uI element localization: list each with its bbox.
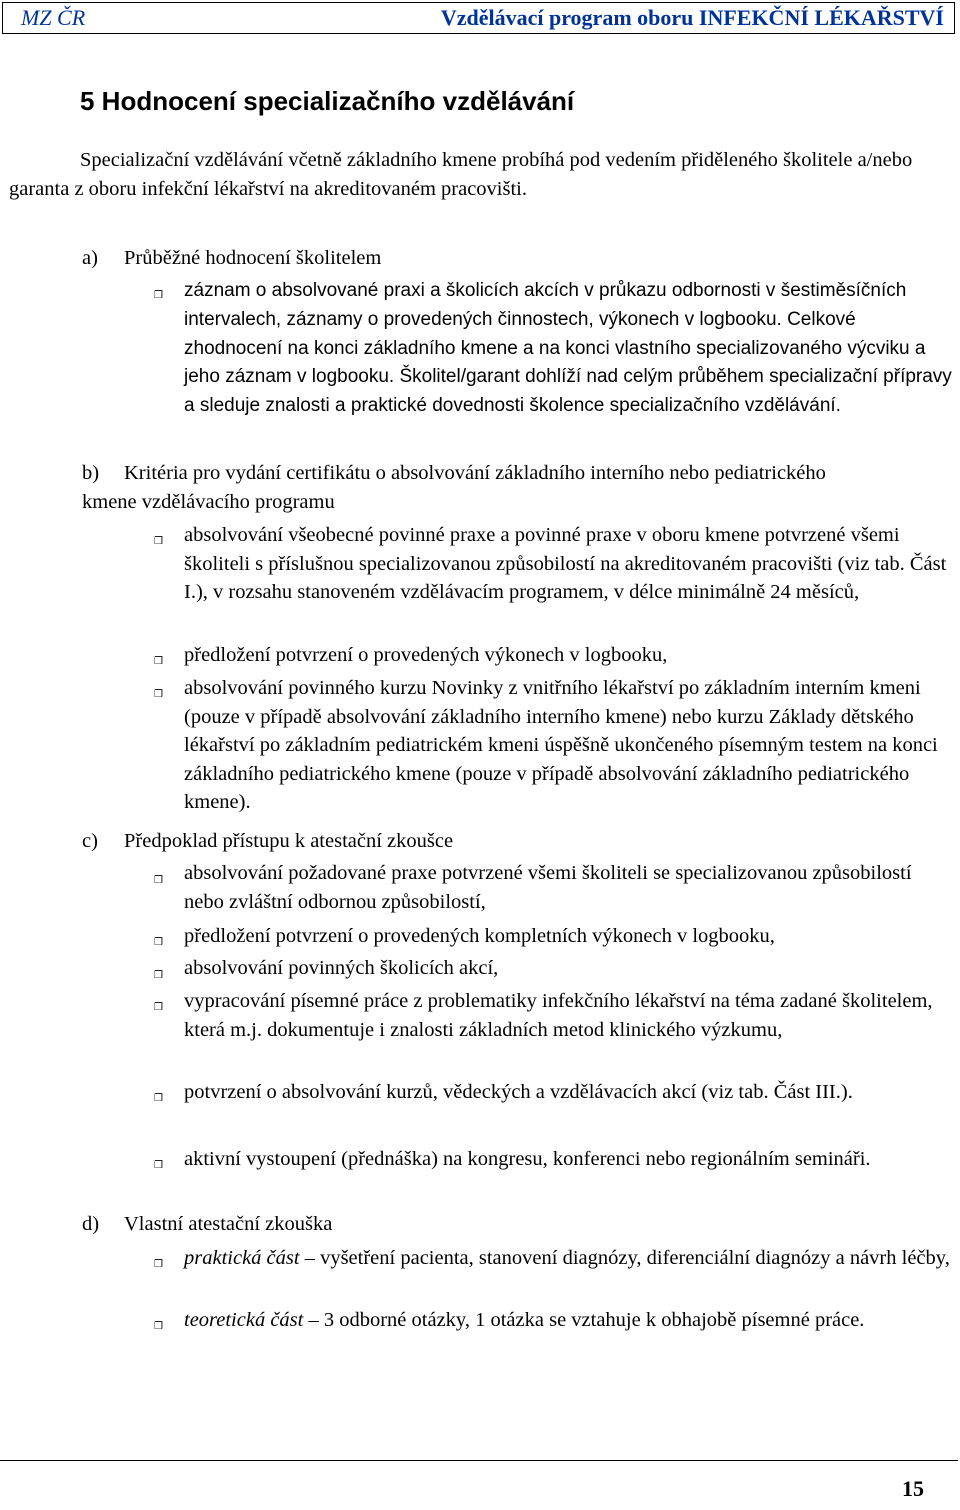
- list-item: absolvování povinných školicích akcí,: [184, 957, 499, 979]
- bullet-icon: ❒: [154, 536, 163, 547]
- bullet-icon: ❒: [154, 1321, 163, 1332]
- section-heading: 5 Hodnocení specializačního vzdělávání: [80, 86, 575, 116]
- exam-part-practical: [184, 1244, 960, 1273]
- header-title: Vzdělávací program oboru INFEKČNÍ LÉKAŘSTVÍ: [440, 5, 944, 30]
- intro-paragraph: Specializační vzdělávání včetně základního kmene probíhá pod vedením přiděleného školitele a/nebo garanta z oboru infekční lékařství na akreditovaném pracovišti.: [9, 149, 913, 200]
- section-a-title: [82, 244, 381, 273]
- section-d-title: [82, 1210, 332, 1239]
- section-letter: b): [82, 462, 100, 484]
- header-ministry: MZ ČR: [21, 5, 86, 30]
- bullet-icon: ❒: [154, 875, 163, 886]
- list-item: potvrzení o absolvování kurzů, vědeckých a vzdělávacích akcí (viz tab. Část III.).: [184, 1081, 853, 1103]
- exam-part-text: – vyšetření pacienta, stanovení diagnózy, diferenciální diagnózy a návrh léčby,: [299, 1247, 950, 1269]
- page-number: 15: [902, 1476, 924, 1501]
- bullet-icon: ❒: [154, 1002, 163, 1013]
- list-item: aktivní vystoupení (přednáška) na kongresu, konferenci nebo regionálním semináři.: [184, 1148, 871, 1170]
- list-item: absolvování všeobecné povinné praxe a povinné praxe v oboru kmene potvrzené všemi školiteli s příslušnou specializovanou způsobilostí na akreditovaném pracovišti (viz tab. Část I.), v rozsahu stanoveném vzdělávacím programem, v délce minimálně 24 měsíců,: [184, 524, 947, 603]
- page-header: [2, 2, 955, 34]
- footer-divider: [0, 1460, 958, 1461]
- list-item: vypracování písemné práce z problematiky infekčního lékařství na téma zadané školitelem, která m.j. dokumentuje i znalosti základních metod klinického výzkumu,: [184, 990, 933, 1041]
- section-c-title: [82, 827, 453, 856]
- exam-part-text: – 3 odborné otázky, 1 otázka se vztahuje k obhajobě písemné práce.: [303, 1309, 865, 1331]
- list-item: absolvování povinného kurzu Novinky z vnitřního lékařství po základním interním kmeni (pouze v případě absolvování základního interního kmene) nebo kurzu Základy dětského lékařství po základním pediatrickém kmeni úspěšně ukončeného písemným testem na konci základního pediatrického kmene (pouze v případě absolvování základního pediatrického kmene).: [184, 677, 938, 813]
- list-item: absolvování požadované praxe potvrzené všemi školiteli se specializovanou způsobilostí nebo zvláštní odbornou způsobilostí,: [184, 862, 912, 913]
- section-letter: c): [82, 830, 98, 852]
- list-item: předložení potvrzení o provedených kompletních výkonech v logbooku,: [184, 925, 775, 947]
- exam-part-term: teoretická část: [184, 1309, 304, 1331]
- exam-part-theoretical: [184, 1306, 960, 1335]
- bullet-icon: ❒: [154, 970, 163, 981]
- bullet-icon: ❒: [154, 290, 163, 301]
- exam-part-term: praktická část: [184, 1247, 300, 1269]
- section-letter: a): [82, 247, 98, 269]
- section-title-text: Vlastní atestační zkouška: [124, 1213, 333, 1235]
- bullet-icon: ❒: [154, 937, 163, 948]
- bullet-icon: ❒: [154, 1093, 163, 1104]
- bullet-icon: ❒: [154, 1259, 163, 1270]
- list-item: předložení potvrzení o provedených výkonech v logbooku,: [184, 644, 668, 666]
- bullet-icon: ❒: [154, 656, 163, 667]
- section-title-text: Průběžné hodnocení školitelem: [124, 247, 382, 269]
- bullet-icon: ❒: [154, 689, 163, 700]
- list-item: záznam o absolvované praxi a školicích akcích v průkazu odbornosti v šestiměsíčních intervalech, záznamy o provedených činnostech, výkonech v logbooku. Celkové zhodnocení na konci základního kmene a na konci vlastního specializovaného výcviku a jeho záznam v logbooku. Školitel/garant dohlíží nad celým průběhem specializační přípravy a sleduje znalosti a praktické dovednosti školence specializačního vzdělávání.: [184, 280, 952, 417]
- section-title-text: Kritéria pro vydání certifikátu o absolvování základního interního nebo pediatrického kmene vzdělávacího programu: [82, 462, 826, 513]
- section-b-title: [82, 459, 882, 516]
- bullet-icon: ❒: [154, 1160, 163, 1171]
- section-title-text: Předpoklad přístupu k atestační zkoušce: [124, 830, 454, 852]
- section-letter: d): [82, 1213, 100, 1235]
